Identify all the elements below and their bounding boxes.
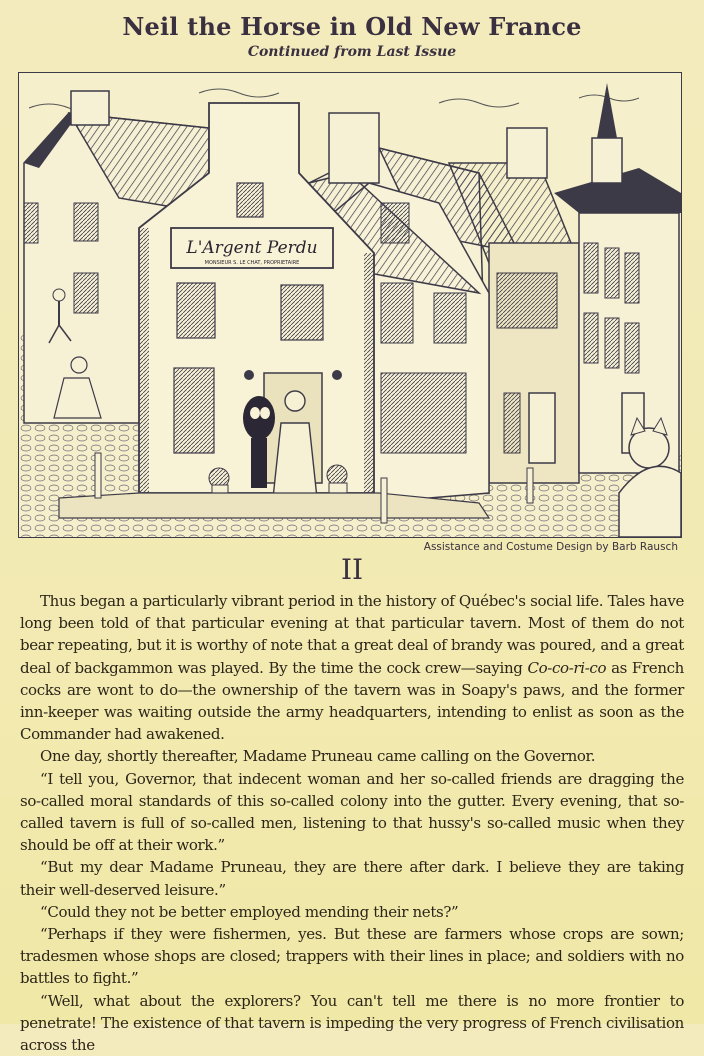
story-text [20, 590, 684, 1056]
paragraph: “Well, what about the explorers? You can't tell me there is no more frontier to penetrate! The existence of that tavern is impeding the very progress of French civilisation across the [20, 991, 684, 1055]
illustration-credit: Assistance and Costume Design by Barb Rausch [423, 541, 678, 553]
paragraph: One day, shortly thereafter, Madame Pruneau came calling on the Governor. [40, 747, 596, 766]
paragraph: “Perhaps if they were fishermen, yes. But these are farmers whose crops are sown; tradesmen whose shops are closed; trappers with their lines in place; and soldiers with no battles to fight.” [20, 925, 684, 988]
page-subtitle: Continued from Last Issue [247, 44, 457, 60]
paragraph: Thus began a particularly vibrant period in the history of Québec's social life. Tales have long been told of that particular evening at that particular tavern. Most of them do not bear repeating, but it is worthy of note that a great deal of brandy was poured, and a great deal of backgammon was played. By the time the cock crew—saying Co-co-ri-co as French cocks are wont to do—the ownership of the tavern was in Soapy's paws, and the former inn-keeper was waiting outside the army headquarters, intending to enlist as soon as the Commander had awakened. [20, 592, 684, 744]
tavern-sign-text: L'Argent Perdu [186, 238, 318, 258]
tavern-illustration [18, 72, 682, 538]
paragraph: “But my dear Madame Pruneau, they are there after dark. I believe they are taking their well-deserved leisure.” [20, 858, 684, 899]
page-title: Neil the Horse in Old New France [122, 12, 582, 41]
paragraph: “Could they not be better employed mending their nets?” [40, 902, 459, 921]
tavern-sign-subtext: MONSIEUR S. LE CHAT, PROPRIETAIRE [204, 260, 300, 266]
chapter-numeral: II [340, 553, 364, 586]
paragraph: “I tell you, Governor, that indecent woman and her so-called friends are dragging the so-called moral standards of this so-called colony into the gutter. Every evening, that so-called tavern is full of so-called men, listening to that hussy's so-called music when they should be off at their work.” [20, 769, 684, 855]
